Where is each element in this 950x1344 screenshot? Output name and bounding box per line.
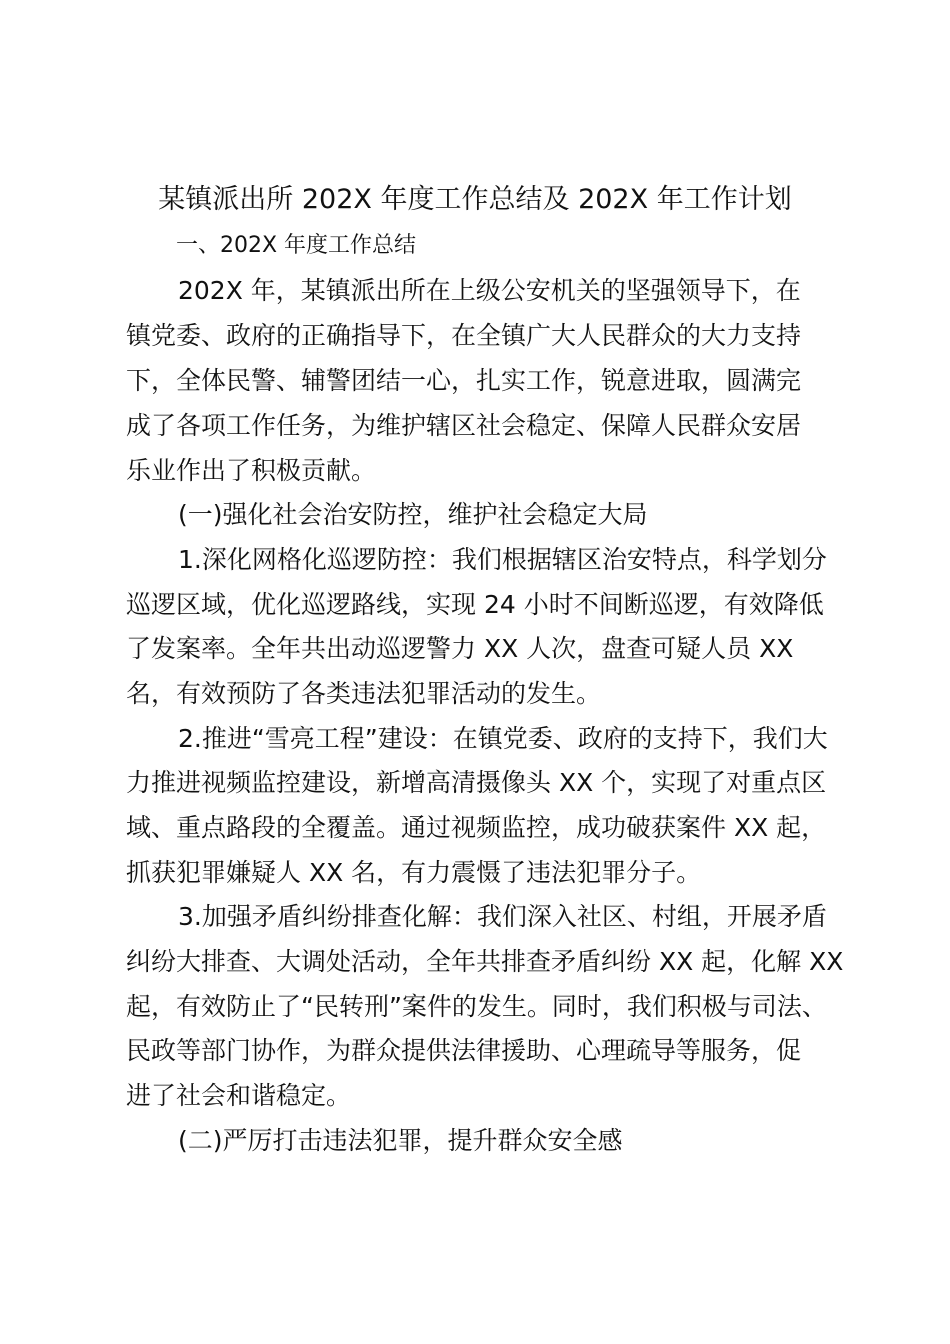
subsection-heading: (二)严厉打击违法犯罪，提升群众安全感 <box>178 1126 623 1155</box>
paragraph-line: 镇党委、政府的正确指导下，在全镇广大人民群众的大力支持 <box>126 321 802 350</box>
paragraph-line: 了发案率。全年共出动巡逻警力 XX 人次，盘查可疑人员 XX <box>126 634 794 663</box>
paragraph-line: 力推进视频监控建设，新增高清摄像头 XX 个，实现了对重点区 <box>126 768 827 797</box>
document-title: 某镇派出所 202X 年度工作总结及 202X 年工作计划 <box>158 184 792 215</box>
paragraph-line: 巡逻区域，优化巡逻路线，实现 24 小时不间断巡逻，有效降低 <box>126 590 824 619</box>
paragraph-line: 纠纷大排查、大调处活动，全年共排查矛盾纠纷 XX 起，化解 XX <box>126 947 844 976</box>
subsection-heading: (一)强化社会治安防控，维护社会稳定大局 <box>178 500 648 529</box>
paragraph-line: 3.加强矛盾纠纷排查化解：我们深入社区、村组，开展矛盾 <box>178 902 827 931</box>
paragraph-line: 抓获犯罪嫌疑人 XX 名，有力震慑了违法犯罪分子。 <box>126 858 702 887</box>
section-heading: 一、202X 年度工作总结 <box>176 233 417 258</box>
paragraph-line: 进了社会和谐稳定。 <box>126 1081 352 1110</box>
paragraph-line: 202X 年，某镇派出所在上级公安机关的坚强领导下，在 <box>178 276 801 305</box>
paragraph-line: 下，全体民警、辅警团结一心，扎实工作，锐意进取，圆满完 <box>126 366 802 395</box>
paragraph-line: 名，有效预防了各类违法犯罪活动的发生。 <box>126 679 602 708</box>
paragraph-line: 乐业作出了积极贡献。 <box>126 456 377 485</box>
paragraph-line: 域、重点路段的全覆盖。通过视频监控，成功破获案件 XX 起， <box>126 813 827 842</box>
paragraph-line: 成了各项工作任务，为维护辖区社会稳定、保障人民群众安居 <box>126 411 802 440</box>
paragraph-line: 2.推进“雪亮工程”建设：在镇党委、政府的支持下，我们大 <box>178 724 828 753</box>
paragraph-line: 民政等部门协作，为群众提供法律援助、心理疏导等服务，促 <box>126 1036 802 1065</box>
paragraph-line: 1.深化网格化巡逻防控：我们根据辖区治安特点，科学划分 <box>178 545 827 574</box>
paragraph-line: 起，有效防止了“民转刑”案件的发生。同时，我们积极与司法、 <box>126 992 827 1021</box>
